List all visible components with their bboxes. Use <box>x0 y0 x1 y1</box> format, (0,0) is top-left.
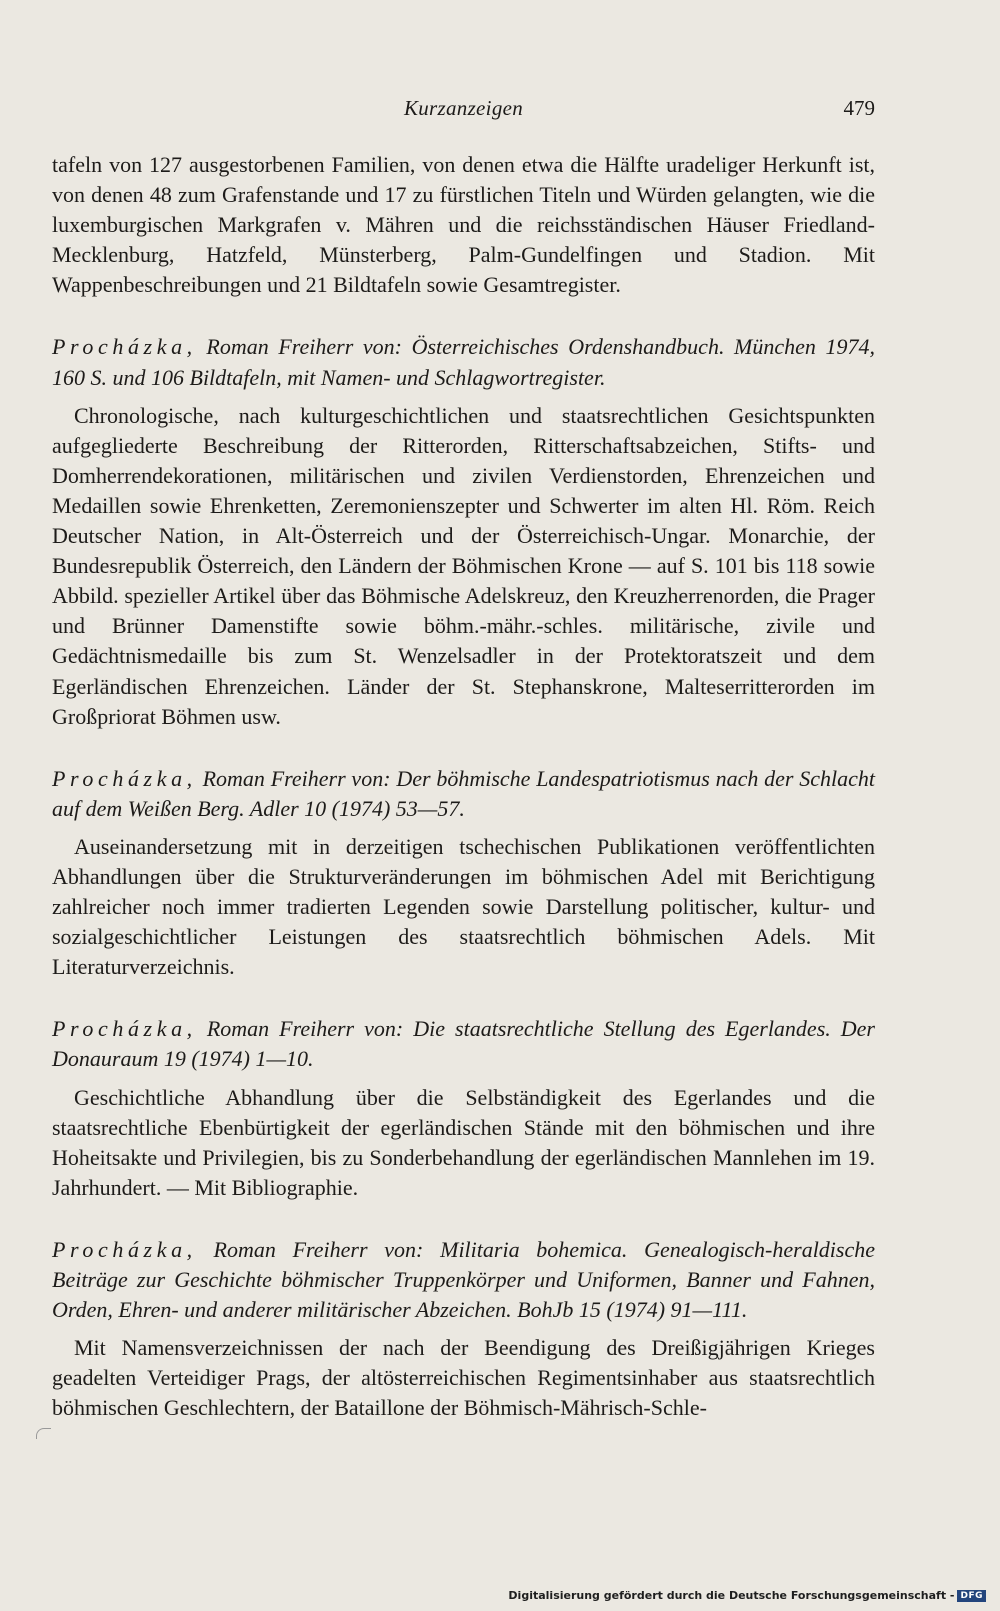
entry-body: Auseinandersetzung mit in derzeitigen tschechischen Publikationen veröffentlichten Abhandlungen über die Strukturveränderungen im böhmischen Adel mit Berichtigung zahlreicher noch immer tradierten Legenden sowie Darstellung politischer, kultur- und sozialgeschichtlicher Leistungen des staatsrechtlich böhmischen Adels. Mit Literaturverzeichnis. <box>52 833 875 980</box>
digitization-footer <box>508 1589 986 1602</box>
citation-text: Roman Freiherr von: Österreichisches Ordenshandbuch. München 1974, 160 S. und 106 Bildtafeln, mit Namen- und Schlagwortregister. <box>52 334 876 390</box>
entry-body: Chronologische, nach kulturgeschichtlichen und staatsrechtlichen Gesichtspunkten aufgegliederte Beschreibung der Ritterorden, Ritterschaftsabzeichen, Stifts- und Domherrendekorationen, militärischen und zivilen Verdienstorden, Ehrenzeichen und Medaillen sowie Ehrenketten, Zeremonienszepter und Schwerter im alten Hl. Röm. Reich Deutscher Nation, in Alt-Österreich und der Österreichisch-Ungar. Monarchie, der Bundesrepublik Österreich, den Ländern der Böhmischen Krone — auf S. 101 bis 118 sowie Abbild. spezieller Artikel über das Böhmische Adelskreuz, den Kreuzherrenorden, die Prager und Brünner Damenstifte sowie böhm.-mähr.-schles. militärische, zivile und Gedächtnismedaille bis zum St. Wenzelsadler in der Protektoratszeit und dem Egerländischen Ehrenzeichen. Länder der St. Stephanskrone, Malteserritterorden im Großpriorat Böhmen usw. <box>52 402 875 729</box>
author-name: Procházka, <box>52 1016 197 1042</box>
bibliography-entry-2 <box>52 764 875 983</box>
continued-paragraph: tafeln von 127 ausgestorbenen Familien, von denen etwa die Hälfte uradeliger Herkunft ist, von denen 48 zum Grafenstande und 17 zu fürstlichen Titeln und Würden gelangten, wie die luxemburgischen Markgrafen v. Mähren und die reichsständischen Häuser Friedland-Mecklenburg, Hatzfeld, Münsterberg, Palm-Gundelfingen und Stadion. Mit Wappenbeschreibungen und 21 Bildtafeln sowie Gesamtregister. <box>52 152 875 298</box>
author-name: Procházka, <box>52 334 197 360</box>
scan-mark <box>36 1428 51 1439</box>
page-number: 479 <box>843 96 875 120</box>
citation-text: Roman Freiherr von: Die staatsrechtliche Stellung des Egerlandes. Der Donauraum 19 (1974) 1—10. <box>52 1016 875 1072</box>
citation-text: Roman Freiherr von: Militaria bohemica. Genealogisch-heraldische Beiträge zur Geschichte böhmischer Truppenkörper und Uniformen, Banner und Fahnen, Orden, Ehren- und anderer militärischer Abzeichen. BohJb 15 (1974) 91—111. <box>52 1236 876 1323</box>
bibliography-entry-4 <box>52 1235 875 1424</box>
running-title: Kurzanzeigen <box>403 96 524 120</box>
entry-body: Geschichtliche Abhandlung über die Selbständigkeit des Egerlandes und die staatsrechtliche Ebenbürtigkeit der egerländischen Stände mit den böhmischen und ihre Hoheitsakte und Privilegien, bis zu Sonderbehandlung der egerländischen Mannlehen im 19. Jahrhundert. — Mit Bibliographie. <box>52 1084 875 1200</box>
page-content <box>52 150 875 1423</box>
citation-text: Roman Freiherr von: Der böhmische Landespatriotismus nach der Schlacht auf dem Weißen Berg. Adler 10 (1974) 53—57. <box>52 765 875 821</box>
citation <box>52 764 875 824</box>
running-header <box>52 96 875 126</box>
author-name: Procházka, <box>52 765 197 791</box>
citation <box>52 1014 875 1074</box>
bibliography-entry-3 <box>52 1014 875 1203</box>
citation <box>52 332 875 392</box>
footer-text: Digitalisierung gefördert durch die Deutsche Forschungsgemeinschaft - <box>508 1589 955 1602</box>
entry-body: Mit Namensverzeichnissen der nach der Beendigung des Dreißigjährigen Krieges geadelten Verteidiger Prags, der altösterreichischen Regimentsinhaber aus staatsrechtlich böhmischen Geschlechtern, der Bataillone der Böhmisch-Mährisch-Schle- <box>52 1335 875 1421</box>
citation <box>52 1235 875 1325</box>
bibliography-entry-1 <box>52 332 875 731</box>
author-name: Procházka, <box>52 1236 197 1262</box>
dfg-logo-icon: DFG <box>957 1590 986 1602</box>
